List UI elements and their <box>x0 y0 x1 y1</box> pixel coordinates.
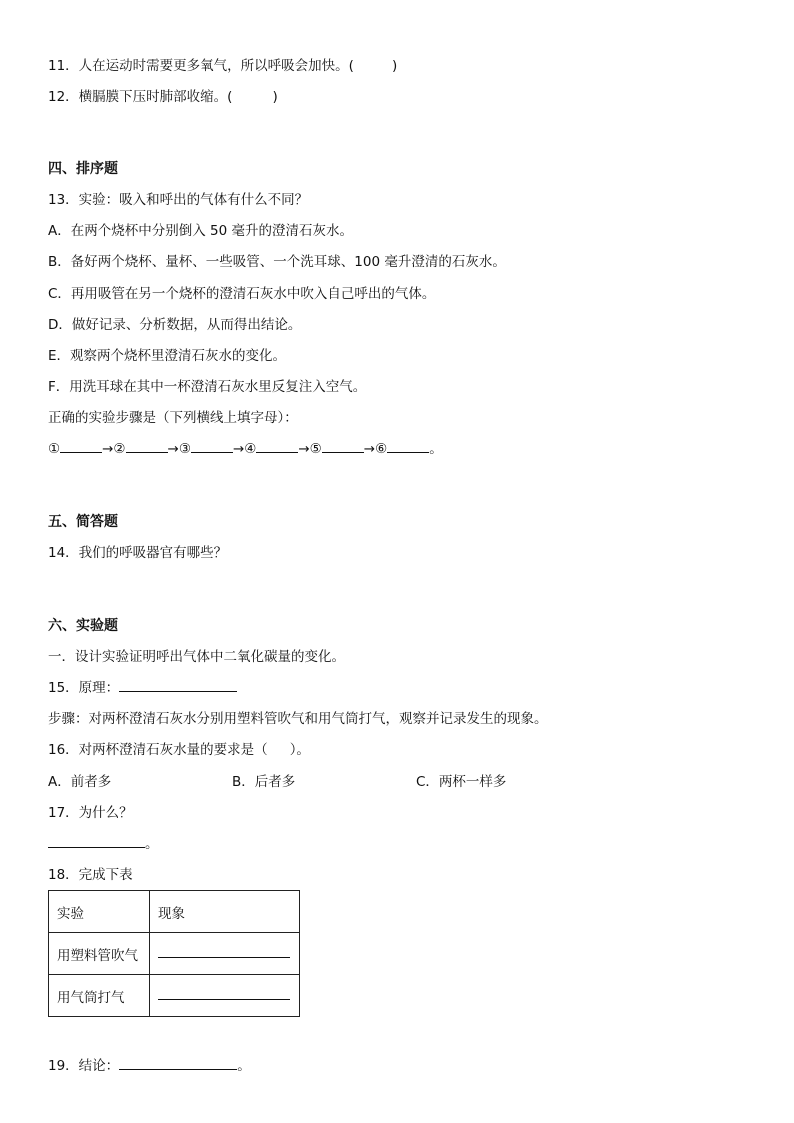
table-cell-pump <box>150 975 300 1017</box>
step-marker-6: →⑥ <box>363 441 388 457</box>
question-14: 14．我们的呼吸器官有哪些？ <box>48 545 228 561</box>
sequence-instruction: 正确的实验步骤是（下列横线上填字母）： <box>48 410 298 426</box>
option-e: E．观察两个烧杯里澄清石灰水的变化。 <box>48 348 287 364</box>
option-c: C．再用吸管在另一个烧杯的澄清石灰水中吹入自己呼出的气体。 <box>48 286 436 302</box>
question-19-text: 19．结论： <box>48 1058 120 1074</box>
question-15 <box>48 679 237 697</box>
table-row <box>49 933 300 975</box>
conclusion-end: 。 <box>237 1058 251 1074</box>
step-marker-5: →⑤ <box>298 441 322 457</box>
step-marker-4: →④ <box>232 441 257 457</box>
principle-blank[interactable] <box>119 679 237 692</box>
phenomenon-blank-pump[interactable] <box>158 987 290 1000</box>
question-19 <box>48 1057 251 1075</box>
question-18: 18．完成下表 <box>48 867 133 883</box>
table-header-phenomenon: 现象 <box>150 891 300 933</box>
table-header-experiment: 实验 <box>49 891 150 933</box>
question-16 <box>48 741 310 759</box>
reason-end: 。 <box>145 836 159 852</box>
phenomenon-blank-straw[interactable] <box>158 945 290 958</box>
paren-close-12: ) <box>272 89 278 105</box>
reason-blank[interactable] <box>48 835 145 848</box>
table-cell-straw <box>150 933 300 975</box>
question-15-text: 15．原理： <box>48 680 120 696</box>
step-blank-6[interactable] <box>387 440 429 453</box>
observation-table <box>48 890 300 1017</box>
step-marker-3: →③ <box>167 441 191 457</box>
q16-option-c: C．两杯一样多 <box>416 774 507 790</box>
experiment-part-1: 一．设计实验证明呼出气体中二氧化碳量的变化。 <box>48 649 345 665</box>
sequence-end: 。 <box>429 441 443 457</box>
section-4-title: 四、排序题 <box>48 161 118 177</box>
step-blank-3[interactable] <box>191 440 233 453</box>
section-6-title: 六、实验题 <box>48 618 118 634</box>
experiment-steps: 步骤：对两杯澄清石灰水分别用塑料管吹气和用气筒打气，观察并记录发生的现象。 <box>48 711 548 727</box>
table-header-row <box>49 891 300 933</box>
question-17-answer-line <box>48 835 159 853</box>
q16-option-b: B．后者多 <box>232 774 296 790</box>
paren-close-11: ) <box>391 58 398 74</box>
question-12-text: 12．横膈膜下压时肺部收缩。( <box>48 89 233 105</box>
question-16-text: 16．对两杯澄清石灰水量的要求是（ <box>48 742 268 758</box>
table-row-label-straw: 用塑料管吹气 <box>49 933 150 975</box>
question-11 <box>48 57 397 75</box>
step-marker-1: ① <box>48 441 61 457</box>
question-12 <box>48 88 278 106</box>
option-a: A．在两个烧杯中分别倒入 50 毫升的澄清石灰水。 <box>48 223 353 239</box>
question-13-stem: 13．实验：吸入和呼出的气体有什么不同？ <box>48 192 309 208</box>
question-11-text: 11．人在运动时需要更多氧气，所以呼吸会加快。( <box>48 58 354 74</box>
conclusion-blank[interactable] <box>119 1057 237 1070</box>
table-row <box>49 975 300 1017</box>
question-17: 17．为什么？ <box>48 805 133 821</box>
table-row-label-pump: 用气筒打气 <box>49 975 150 1017</box>
step-blank-4[interactable] <box>256 440 298 453</box>
option-f: F．用洗耳球在其中一杯澄清石灰水里反复注入空气。 <box>48 379 367 395</box>
step-blank-2[interactable] <box>126 440 168 453</box>
q16-option-a: A．前者多 <box>48 774 112 790</box>
step-marker-2: →② <box>102 441 126 457</box>
step-blank-5[interactable] <box>322 440 364 453</box>
step-blank-1[interactable] <box>60 440 102 453</box>
option-d: D．做好记录、分析数据，从而得出结论。 <box>48 317 302 333</box>
option-b: B．备好两个烧杯、量杯、一些吸管、一个洗耳球、100 毫升澄清的石灰水。 <box>48 254 506 270</box>
section-5-title: 五、简答题 <box>48 514 118 530</box>
sequence-answer-row <box>48 440 443 458</box>
paren-close-16: ）。 <box>289 742 310 758</box>
